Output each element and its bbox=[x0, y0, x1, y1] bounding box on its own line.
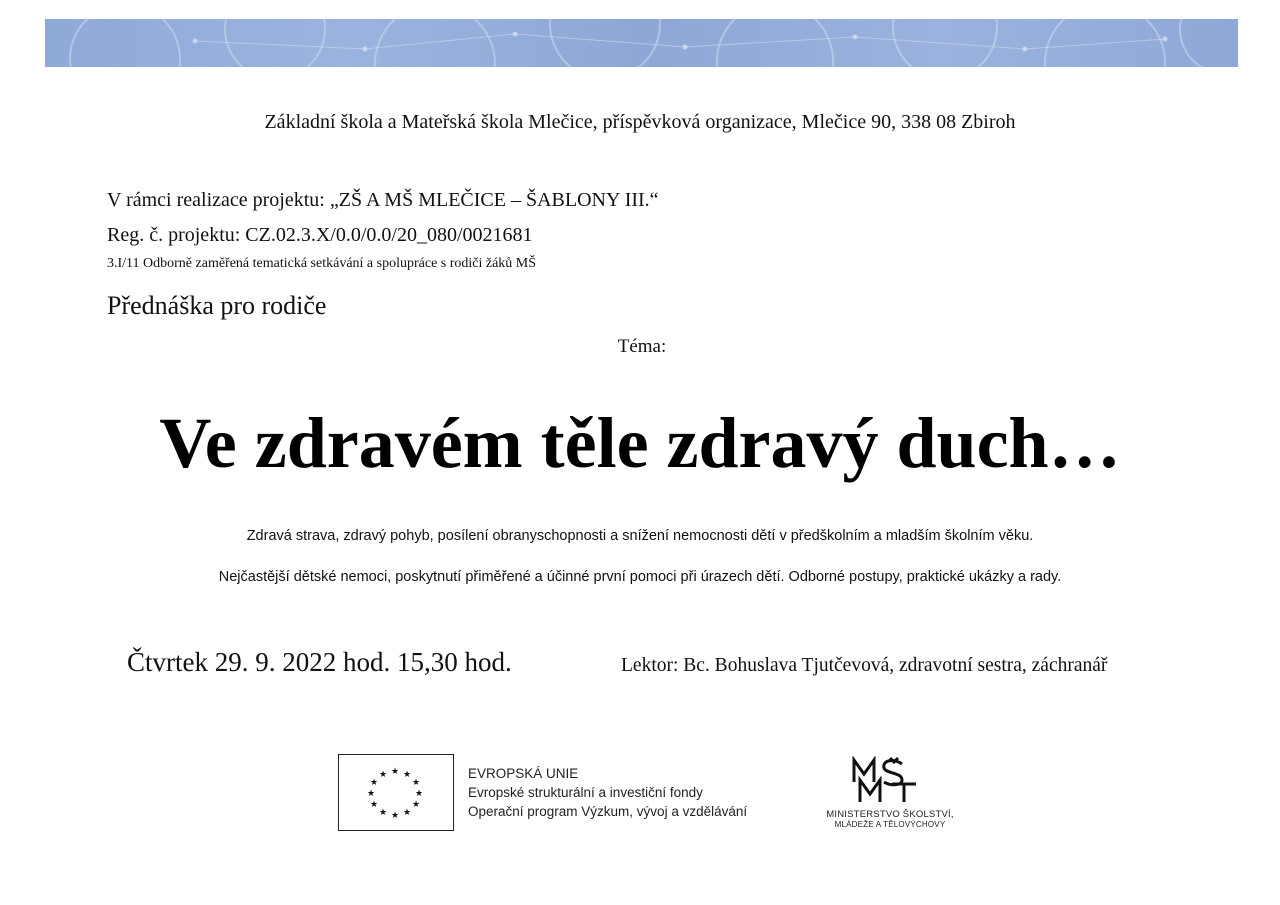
msmt-line-1: MINISTERSTVO ŠKOLSTVÍ, bbox=[826, 809, 954, 820]
msmt-line-2: MLÁDEŽE A TĚLOVÝCHOVY bbox=[834, 820, 946, 829]
project-activity: 3.I/11 Odborně zaměřená tematická setkávání a spolupráce s rodiči žáků MŠ bbox=[107, 256, 537, 271]
eu-line-2: Evropské strukturální a investiční fondy bbox=[468, 785, 703, 800]
header-banner bbox=[45, 19, 1238, 67]
svg-text:★: ★ bbox=[378, 770, 388, 780]
svg-text:★: ★ bbox=[402, 808, 412, 818]
lecture-date: Čtvrtek 29. 9. 2022 hod. 15,30 hod. bbox=[127, 647, 512, 677]
lecture-description-2: Nejčastější dětské nemoci, poskytnutí přiměřené a účinné první pomoci při úrazech dětí. Odborné postupy, praktické ukázky a rady. bbox=[218, 569, 1062, 585]
svg-text:★: ★ bbox=[411, 778, 421, 788]
lecture-description-1: Zdravá strava, zdravý pohyb, posílení obranyschopnosti a snížení nemocnosti dětí v předškolním a mladším školním věku. bbox=[246, 528, 1034, 544]
project-realization: V rámci realizace projektu: „ZŠ A MŠ MLEČICE – ŠABLONY III.“ bbox=[107, 189, 659, 211]
eu-text bbox=[468, 764, 747, 821]
msmt-text bbox=[808, 810, 972, 830]
svg-text:★: ★ bbox=[411, 800, 421, 810]
svg-text:★: ★ bbox=[390, 811, 400, 821]
lecture-title: Ve zdravém těle zdravý duch… bbox=[159, 403, 1121, 483]
svg-text:★: ★ bbox=[402, 770, 412, 780]
svg-text:★: ★ bbox=[390, 767, 400, 777]
eu-flag bbox=[338, 754, 454, 831]
msmt-logo bbox=[850, 756, 920, 806]
project-registration: Reg. č. projektu: CZ.02.3.X/0.0/0.0/20_080/0021681 bbox=[107, 224, 533, 246]
msmt-logo-icon bbox=[850, 756, 920, 806]
lecture-label: Přednáška pro rodiče bbox=[107, 291, 327, 320]
lecturer: Lektor: Bc. Bohuslava Tjutčevová, zdravotní sestra, záchranář bbox=[621, 655, 1108, 676]
svg-text:★: ★ bbox=[369, 778, 379, 788]
svg-text:★: ★ bbox=[369, 800, 379, 810]
eu-line-3: Operační program Výzkum, vývoj a vzdělávání bbox=[468, 804, 748, 819]
svg-text:★: ★ bbox=[378, 808, 388, 818]
topic-label: Téma: bbox=[617, 336, 667, 357]
banner-pattern bbox=[45, 19, 1238, 67]
eu-line-1: EVROPSKÁ UNIE bbox=[468, 766, 579, 781]
eu-stars-icon bbox=[339, 755, 452, 829]
school-name: Základní škola a Mateřská škola Mlečice, příspěvková organizace, Mlečice 90, 338 08 Zbiroh bbox=[264, 111, 1016, 133]
svg-text:★: ★ bbox=[414, 789, 424, 799]
svg-text:★: ★ bbox=[366, 789, 376, 799]
